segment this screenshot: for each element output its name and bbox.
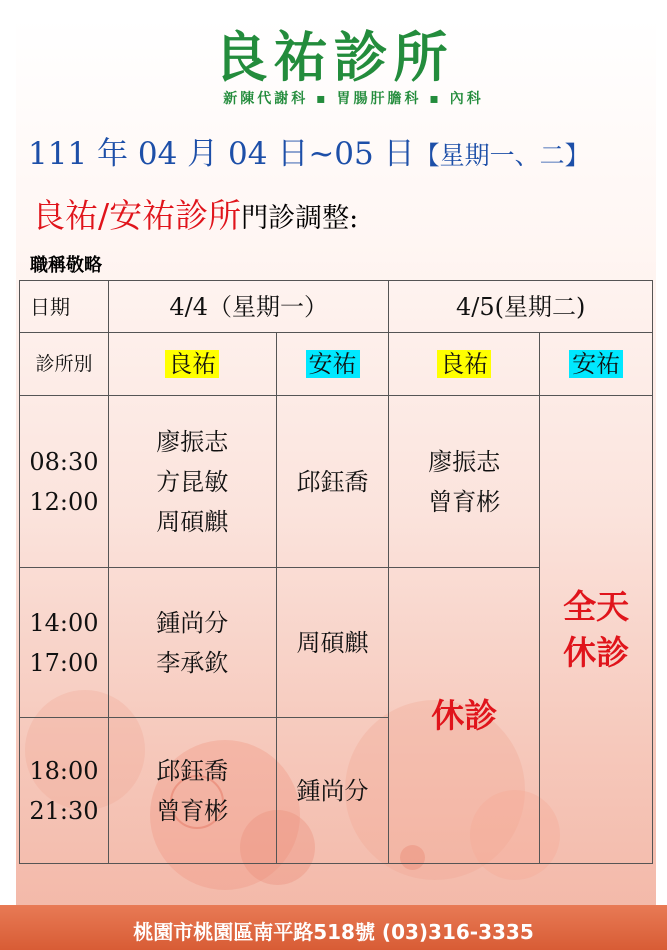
weekday-range: 【星期一、二】 [414,141,590,170]
table-row [20,333,653,396]
clinic-header-liang [108,333,276,396]
closed-cell: 休診 [389,568,540,864]
day2-header: 4/5(星期二) [389,281,653,333]
date-range: 111 年 04 月 04 日~05 日 [28,136,415,172]
clinic-label: 診所別 [20,333,109,396]
clinic-header-an [276,333,389,396]
closed-all-day-cell: 全天 休診 [540,396,653,864]
doctor-cell: 邱鈺喬 [276,396,389,568]
doctor-cell: 廖振志 方昆敏 周碩麒 [108,396,276,568]
doctor-cell: 周碩麒 [276,568,389,718]
time-slot: 14:00 17:00 [20,568,109,718]
clinic-an-badge: 安祐 [306,350,360,378]
doctor-cell: 鍾尚分 李承欽 [108,568,276,718]
notice-heading [32,190,358,237]
schedule-table [19,280,653,864]
day1-header: 4/4（星期一） [108,281,388,333]
clinic-an-badge: 安祐 [569,350,623,378]
doctor-cell: 廖振志 曾育彬 [389,396,540,568]
clinic-liang-badge: 良祐 [437,350,491,378]
clinic-header-an [540,333,653,396]
time-slot: 08:30 12:00 [20,396,109,568]
clinics-title: 良祐/安祐診所 [32,196,242,235]
clinic-logo [0,28,667,108]
polite-note: 職稱敬略 [30,255,102,276]
adjust-text: 門診調整: [241,203,359,234]
clinic-name: 良祐診所 [213,26,454,89]
table-row [20,281,653,333]
table-row [20,396,653,568]
clinic-specialties: 新陳代謝科 ▪ 胃腸肝膽科 ▪ 內科 [223,91,484,107]
time-slot: 18:00 21:30 [20,718,109,864]
address-phone: 桃園市桃園區南平路518號 (03)316-3335 [133,920,534,944]
doctor-cell: 邱鈺喬 曾育彬 [108,718,276,864]
clinic-header-liang [389,333,540,396]
notice-date [28,128,590,173]
clinic-liang-badge: 良祐 [165,350,219,378]
doctor-cell: 鍾尚分 [276,718,389,864]
date-label: 日期 [20,281,109,333]
